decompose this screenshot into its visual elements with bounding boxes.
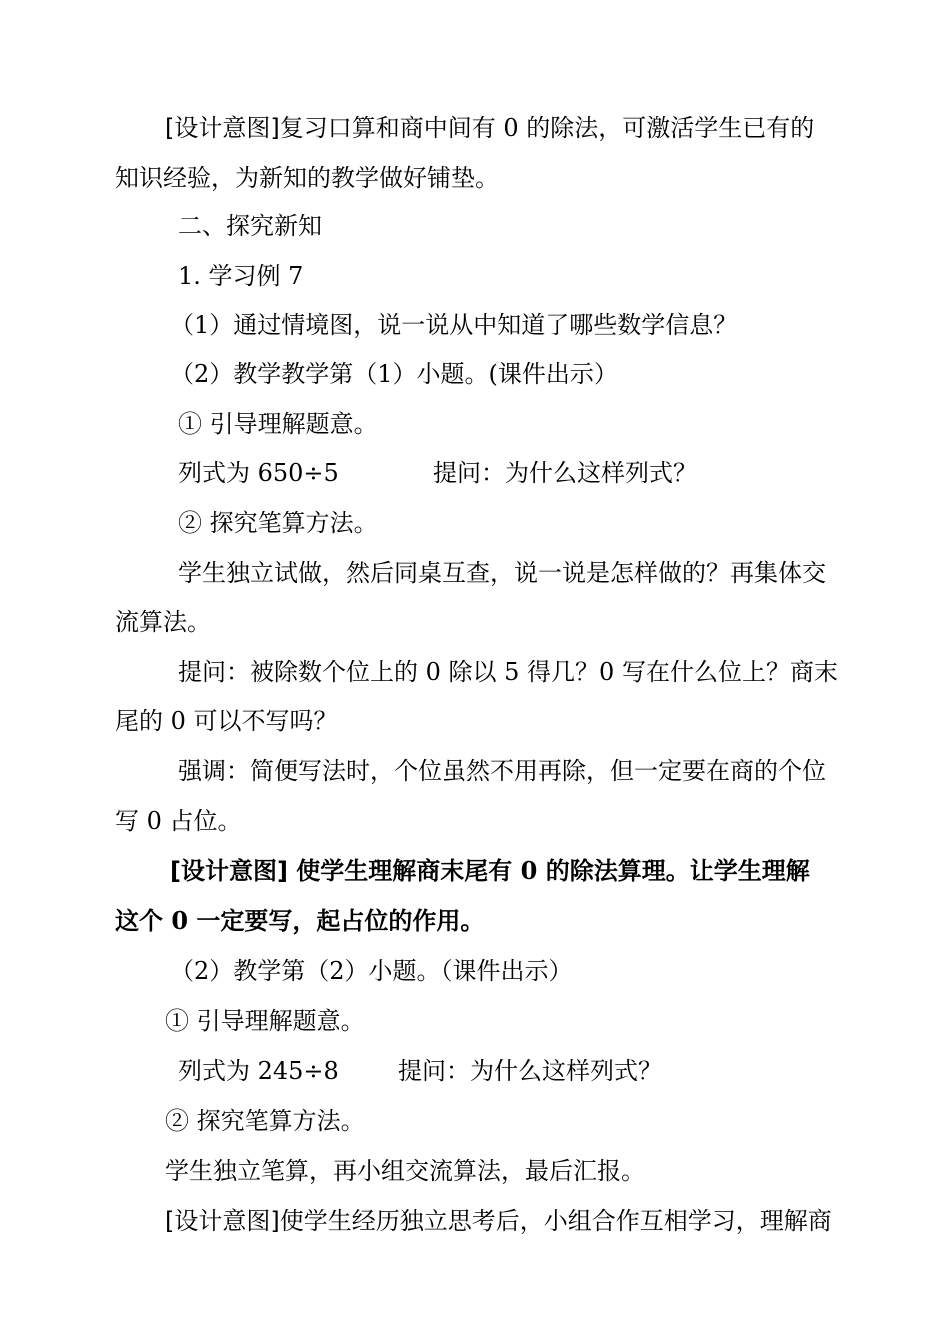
step-item: ② 探究笔算方法。 (178, 509, 378, 537)
section-heading: 二、探究新知 (178, 212, 322, 240)
paragraph-text: 复习口算和商中间有 0 的除法，可激活学生已有的 (279, 114, 815, 142)
list-item: （1）通过情境图，说一说从中知道了哪些数学信息？ (170, 311, 738, 339)
step-item: ① 引导理解题意。 (178, 410, 378, 438)
list-item: （2）教学教学第（1）小题。(课件出示） (170, 360, 618, 388)
design-intent-tag: [设计意图] (165, 114, 280, 142)
paragraph-text: 使学生经历独立思考后，小组合作互相学习，理解商 (279, 1207, 832, 1235)
paragraph-text: 尾的 0 可以不写吗？ (115, 707, 338, 735)
step-item: ② 探究笔算方法。 (165, 1107, 365, 1135)
equation-formula: 列式为 245÷8 (178, 1057, 339, 1085)
step-item: ① 引导理解题意。 (165, 1007, 365, 1035)
subsection-heading: 1. 学习例 7 (178, 262, 304, 290)
list-item: （2）教学第（2）小题。（课件出示） (170, 957, 573, 985)
paragraph-text: 强调：简便写法时，个位虽然不用再除，但一定要在商的个位 (178, 757, 826, 785)
design-intent-tag: [设计意图] (165, 1207, 280, 1235)
equation-question: 提问：为什么这样列式？ (398, 1057, 662, 1085)
paragraph-text: 学生独立笔算，再小组交流算法，最后汇报。 (165, 1157, 645, 1185)
paragraph-text: 知识经验，为新知的教学做好铺垫。 (115, 164, 499, 192)
design-intent-paragraph-1 (165, 112, 814, 144)
paragraph-text: 学生独立试做，然后同桌互查，说一说是怎样做的？再集体交 (178, 559, 826, 587)
paragraph-text: 写 0 占位。 (115, 807, 242, 835)
design-intent-paragraph-2 (170, 855, 810, 887)
paragraph-text: 这个 0 一定要写，起占位的作用。 (115, 906, 485, 935)
paragraph-text: 提问：被除数个位上的 0 除以 5 得几？0 写在什么位上？商末 (178, 658, 838, 686)
design-intent-tag: [设计意图] (170, 857, 288, 885)
paragraph-text: 流算法。 (115, 608, 211, 636)
paragraph-text: 使学生理解商末尾有 0 的除法算理。让学生理解 (287, 856, 810, 885)
equation-formula: 列式为 650÷5 (178, 459, 339, 487)
equation-question: 提问：为什么这样列式？ (433, 459, 697, 487)
design-intent-paragraph-3 (165, 1205, 832, 1237)
